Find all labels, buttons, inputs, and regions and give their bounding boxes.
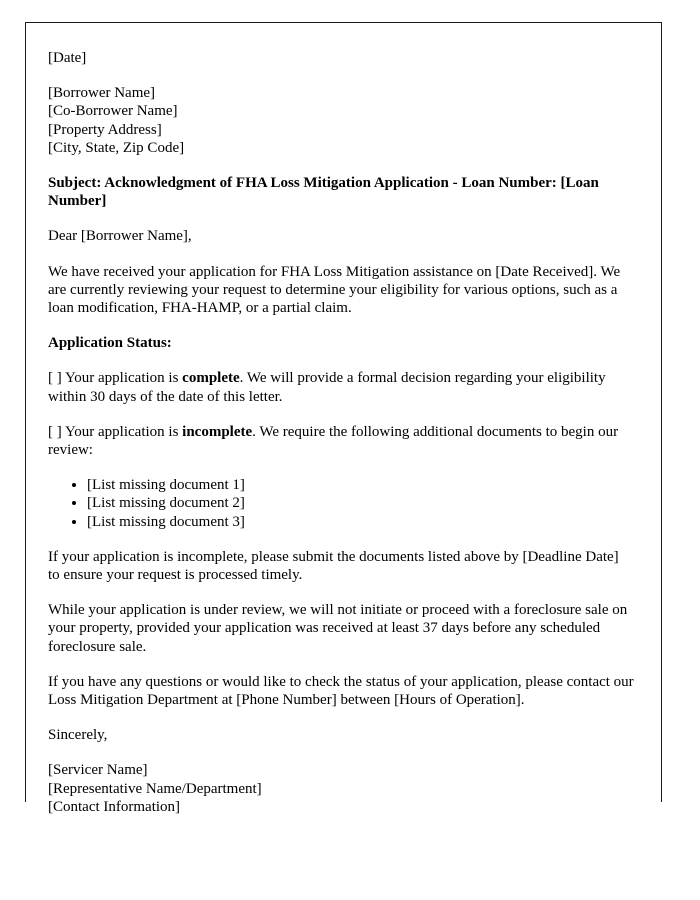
spacer [48,210,634,227]
recipient-co-borrower-name: [Co-Borrower Name] [48,103,178,120]
spacer [48,317,634,334]
spacer [48,656,634,673]
recipient-property-address: [Property Address] [48,121,162,138]
spacer [48,531,634,548]
signature-servicer-name: [Servicer Name] [48,762,148,779]
document-page [25,22,662,815]
status-incomplete-text-before: Your application is [61,423,183,440]
deadline-paragraph: If your application is incomplete, please submit the documents listed above by [Deadline Date] to ensure your request is processed timely. [48,548,619,584]
status-complete-text-before: Your application is [61,370,183,387]
spacer [48,157,634,174]
signature-representative: [Representative Name/Department] [48,780,262,797]
contact-paragraph: If you have any questions or would like to check the status of your application, please contact our Loss Mitigation Department at [Phone Number] between [Hours of Operation]. [48,673,634,709]
spacer [48,744,634,761]
list-item: • [List missing document 3] [87,513,634,531]
status-complete-text-after: . We will provide a formal decision regarding your eligibility within 30 days of the date of this letter. [48,370,606,405]
checkbox-complete[interactable]: [ ] [48,370,62,387]
spacer [48,584,634,601]
spacer [48,709,634,726]
spacer [48,246,634,263]
application-status-heading: Application Status: [48,335,172,352]
spacer [48,406,634,423]
status-option-complete [48,369,634,405]
recipient-borrower-name: [Borrower Name] [48,85,156,102]
signature-contact-information: [Contact Information] [48,798,181,815]
spacer [48,352,634,369]
status-incomplete-text-after: . We require the following additional documents to begin our review: [48,423,619,459]
status-complete-emphasis: complete [182,370,240,387]
recipient-city-state-zip: [City, State, Zip Code] [48,139,185,156]
missing-documents-list [48,476,634,531]
recipient-address-block [48,84,634,157]
list-item: • [List missing document 2] [87,494,634,512]
status-option-incomplete [48,423,634,459]
foreclosure-paragraph: While your application is under review, we will not initiate or proceed with a foreclosure sale on your property, provided your application was received at least 37 days before any scheduled foreclosure sale. [48,602,628,655]
closing-salutation: Sincerely, [48,727,108,744]
date-line: [Date] [48,50,87,66]
spacer [48,67,634,84]
spacer [48,459,634,476]
intro-paragraph: We have received your application for FHA Loss Mitigation assistance on [Date Received]. We are currently reviewing your request to determine your eligibility for various options, such as a loan modification, FHA-HAMP, or a partial claim. [48,263,621,317]
list-item: • [List missing document 1] [87,476,634,494]
subject-line: Subject: Acknowledgment of FHA Loss Mitigation Application - Loan Number: [Loan Number] [48,175,599,210]
letter-body [26,23,661,816]
checkbox-incomplete[interactable]: [ ] [48,423,62,440]
salutation: Dear [Borrower Name], [48,228,192,245]
signature-block [48,761,634,816]
status-incomplete-emphasis: incomplete [182,423,253,440]
